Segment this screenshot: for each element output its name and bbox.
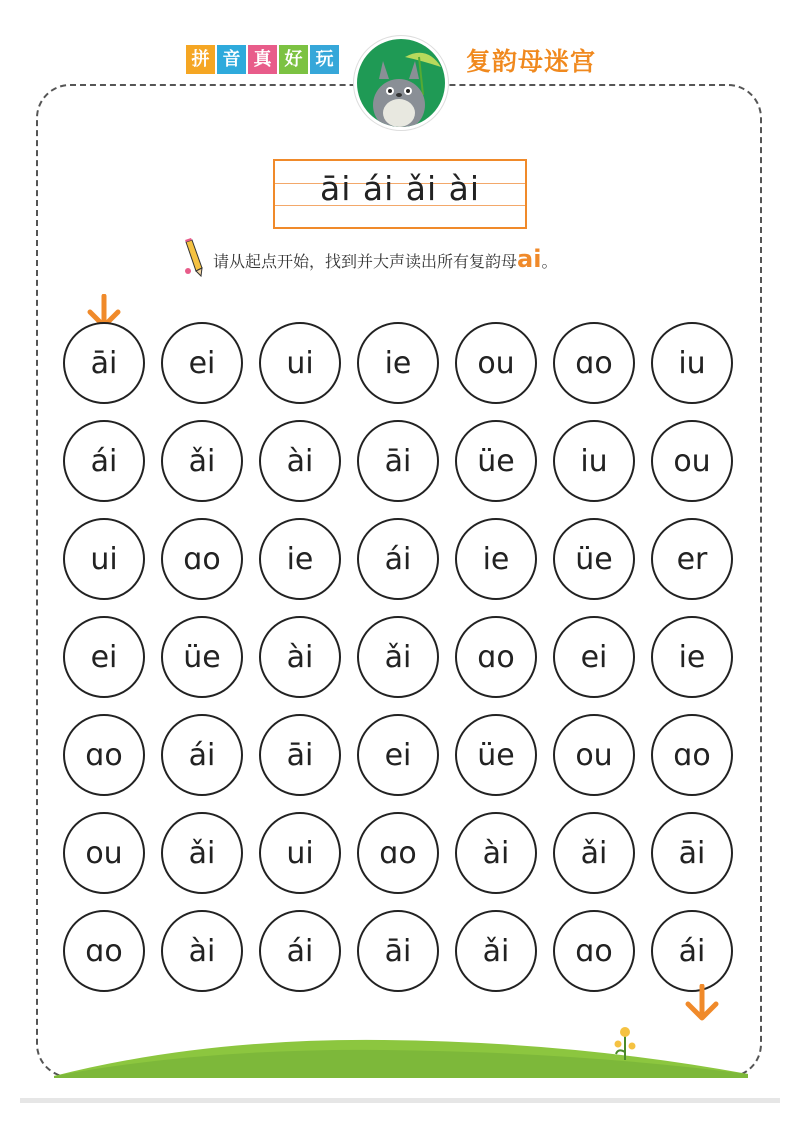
maze-cell[interactable]: ái: [651, 910, 733, 992]
maze-cell[interactable]: ie: [651, 616, 733, 698]
maze-cell[interactable]: ei: [553, 616, 635, 698]
pencil-icon: [178, 238, 208, 278]
maze-cell[interactable]: ɑo: [161, 518, 243, 600]
maze-cell[interactable]: ɑo: [63, 910, 145, 992]
maze-cell[interactable]: üe: [161, 616, 243, 698]
flower-icon: [610, 1022, 640, 1062]
maze-cell[interactable]: āi: [651, 812, 733, 894]
maze-cell[interactable]: ou: [553, 714, 635, 796]
maze-cell[interactable]: ui: [259, 322, 341, 404]
maze-cell[interactable]: ei: [161, 322, 243, 404]
header-char: 好: [279, 45, 308, 74]
maze-cell[interactable]: üe: [455, 714, 537, 796]
header-char: 真: [248, 45, 277, 74]
maze-cell[interactable]: āi: [259, 714, 341, 796]
maze-cell[interactable]: āi: [357, 910, 439, 992]
maze-cell[interactable]: ài: [259, 420, 341, 502]
maze-cell[interactable]: ǎi: [357, 616, 439, 698]
end-arrow-icon: [682, 984, 722, 1024]
maze-cell[interactable]: iu: [553, 420, 635, 502]
header-char: 拼: [186, 45, 215, 74]
maze-cell[interactable]: ǎi: [161, 420, 243, 502]
maze-cell[interactable]: ái: [357, 518, 439, 600]
maze-cell[interactable]: er: [651, 518, 733, 600]
maze-cell[interactable]: ái: [259, 910, 341, 992]
instruction: [178, 238, 638, 278]
instruction-tail: 。: [541, 252, 558, 271]
maze-cell[interactable]: ie: [259, 518, 341, 600]
maze-cell[interactable]: ǎi: [161, 812, 243, 894]
grass-hill: [54, 1034, 748, 1078]
maze-cell[interactable]: ou: [651, 420, 733, 502]
maze-cell[interactable]: ài: [455, 812, 537, 894]
maze-cell[interactable]: üe: [455, 420, 537, 502]
maze-cell[interactable]: ei: [63, 616, 145, 698]
maze-cell[interactable]: ie: [357, 322, 439, 404]
maze-cell[interactable]: ɑo: [63, 714, 145, 796]
maze-cell[interactable]: ie: [455, 518, 537, 600]
header-char: 音: [217, 45, 246, 74]
maze-cell[interactable]: ái: [161, 714, 243, 796]
maze-cell[interactable]: ɑo: [455, 616, 537, 698]
title-pinyin: āi ái ǎi ài: [319, 169, 481, 208]
maze-cell[interactable]: ou: [63, 812, 145, 894]
title-box: [273, 159, 527, 229]
instruction-highlight: ai: [517, 245, 542, 273]
maze-cell[interactable]: ui: [63, 518, 145, 600]
maze-cell[interactable]: ái: [63, 420, 145, 502]
totoro-mascot-icon: [354, 36, 448, 130]
maze-cell[interactable]: ou: [455, 322, 537, 404]
maze-cell[interactable]: üe: [553, 518, 635, 600]
maze-cell[interactable]: ui: [259, 812, 341, 894]
footer-divider: [20, 1098, 780, 1103]
maze-grid: [63, 322, 733, 992]
maze-cell[interactable]: ei: [357, 714, 439, 796]
maze-cell[interactable]: āi: [357, 420, 439, 502]
maze-cell[interactable]: ǎi: [553, 812, 635, 894]
maze-cell[interactable]: ɑo: [553, 910, 635, 992]
header-badges: [186, 45, 339, 74]
instruction-text: 请从起点开始，找到并大声读出所有复韵母: [213, 252, 518, 271]
maze-cell[interactable]: ài: [259, 616, 341, 698]
maze-cell[interactable]: ɑo: [553, 322, 635, 404]
maze-cell[interactable]: āi: [63, 322, 145, 404]
maze-cell[interactable]: ǎi: [455, 910, 537, 992]
page-title: 复韵母迷宫: [466, 47, 597, 76]
maze-cell[interactable]: iu: [651, 322, 733, 404]
maze-cell[interactable]: ɑo: [651, 714, 733, 796]
header-char: 玩: [310, 45, 339, 74]
maze-cell[interactable]: ài: [161, 910, 243, 992]
maze-cell[interactable]: ɑo: [357, 812, 439, 894]
